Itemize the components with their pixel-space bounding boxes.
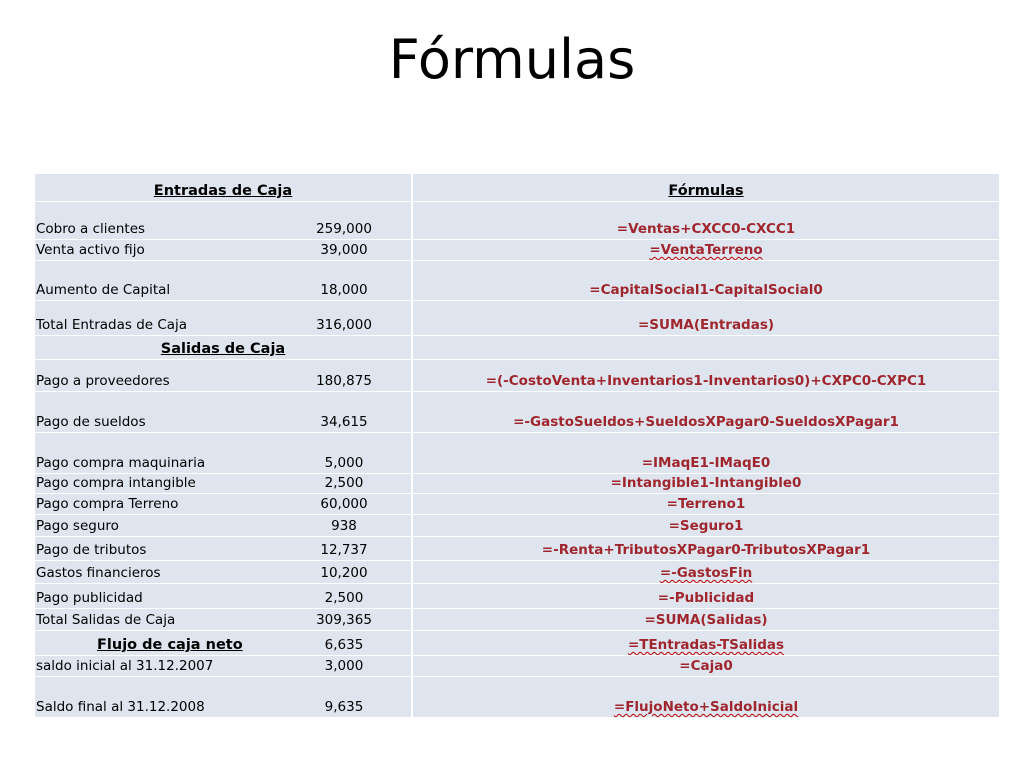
row-label: Pago de tributos xyxy=(36,542,147,558)
row-label: Flujo de caja neto xyxy=(97,637,243,653)
row-label: Pago publicidad xyxy=(36,590,143,606)
row-label: Gastos financieros xyxy=(36,565,161,581)
row-label: Pago a proveedores xyxy=(36,373,170,389)
formulas-header: Fórmulas xyxy=(668,183,744,199)
row-label: Pago de sueldos xyxy=(36,414,146,430)
row-value: 316,000 xyxy=(316,317,372,333)
table-row xyxy=(35,655,411,676)
table-row xyxy=(413,359,999,391)
row-label: Venta activo fijo xyxy=(36,242,145,258)
entradas-header-row xyxy=(35,173,411,201)
row-formula: =Seguro1 xyxy=(668,518,744,534)
row-value: 3,000 xyxy=(324,658,364,674)
table-row xyxy=(413,300,999,335)
table-row xyxy=(35,260,411,300)
row-formula: =SUMA(Salidas) xyxy=(644,612,768,628)
salidas-header: Salidas de Caja xyxy=(160,341,286,357)
row-formula: =IMaqE1-IMaqE0 xyxy=(641,455,771,471)
row-value: 2,500 xyxy=(324,590,364,606)
cash-flow-table xyxy=(35,173,999,717)
entradas-header: Entradas de Caja xyxy=(153,183,293,199)
row-value: 6,635 xyxy=(324,637,364,653)
row-label: saldo inicial al 31.12.2007 xyxy=(36,658,214,674)
table-row xyxy=(413,335,999,359)
row-value: 18,000 xyxy=(320,282,368,298)
table-row xyxy=(35,359,411,391)
table-row xyxy=(413,514,999,536)
table-row xyxy=(35,201,411,239)
table-row xyxy=(413,260,999,300)
table-row xyxy=(413,239,999,260)
row-label: Saldo final al 31.12.2008 xyxy=(36,699,205,715)
table-row xyxy=(35,493,411,514)
row-value: 309,365 xyxy=(316,612,372,628)
table-row xyxy=(35,676,411,717)
row-label: Cobro a clientes xyxy=(36,221,146,237)
table-row xyxy=(35,583,411,608)
row-formula: =VentaTerreno xyxy=(649,242,763,258)
row-formula: =CapitalSocial1-CapitalSocial0 xyxy=(589,282,823,298)
salidas-header-row xyxy=(35,335,411,359)
row-formula: =FlujoNeto+SaldoInicial xyxy=(613,699,799,715)
row-formula: =(-CostoVenta+Inventarios1-Inventarios0)+CXPC0-CXPC1 xyxy=(485,373,927,389)
table-row xyxy=(413,583,999,608)
formulas-column xyxy=(413,173,999,717)
row-value: 938 xyxy=(331,518,357,534)
row-value: 12,737 xyxy=(320,542,368,558)
slide-title: Fórmulas xyxy=(388,28,636,91)
row-value: 9,635 xyxy=(324,699,364,715)
row-label: Aumento de Capital xyxy=(36,282,171,298)
table-row xyxy=(35,514,411,536)
table-row xyxy=(35,473,411,493)
row-formula: =-Renta+TributosXPagar0-TributosXPagar1 xyxy=(541,542,871,558)
row-formula: =-GastoSueldos+SueldosXPagar0-SueldosXPagar1 xyxy=(513,414,899,430)
table-row xyxy=(35,432,411,473)
table-row xyxy=(413,473,999,493)
row-label: Pago compra Terreno xyxy=(36,496,179,512)
row-value: 10,200 xyxy=(320,565,368,581)
table-row xyxy=(413,536,999,560)
table-row xyxy=(413,201,999,239)
row-formula: =Caja0 xyxy=(679,658,733,674)
row-label: Total Salidas de Caja xyxy=(36,612,176,628)
row-formula: =TEntradas-TSalidas xyxy=(627,637,785,653)
table-row xyxy=(413,655,999,676)
row-label: Pago seguro xyxy=(36,518,119,534)
row-formula: =-Publicidad xyxy=(657,590,755,606)
row-value: 39,000 xyxy=(320,242,368,258)
cash-flow-items-column xyxy=(35,173,411,717)
table-row xyxy=(35,391,411,432)
table-row xyxy=(35,608,411,630)
table-row xyxy=(413,560,999,583)
table-row xyxy=(413,391,999,432)
row-value: 259,000 xyxy=(316,221,372,237)
table-row xyxy=(413,676,999,717)
row-value: 60,000 xyxy=(320,496,368,512)
table-row xyxy=(35,300,411,335)
row-label: Total Entradas de Caja xyxy=(36,317,188,333)
table-row xyxy=(413,493,999,514)
row-value: 34,615 xyxy=(320,414,368,430)
table-row xyxy=(35,536,411,560)
table-row xyxy=(413,608,999,630)
table-row xyxy=(413,432,999,473)
row-value: 2,500 xyxy=(324,475,364,491)
row-value: 5,000 xyxy=(324,455,364,471)
row-formula: =SUMA(Entradas) xyxy=(637,317,775,333)
row-label: Pago compra maquinaria xyxy=(36,455,206,471)
formulas-header-row xyxy=(413,173,999,201)
table-row xyxy=(35,630,411,655)
row-formula: =Intangible1-Intangible0 xyxy=(610,475,802,491)
table-row xyxy=(35,560,411,583)
row-formula: =-GastosFin xyxy=(659,565,753,581)
table-row xyxy=(35,239,411,260)
row-formula: =Ventas+CXCC0-CXCC1 xyxy=(616,221,796,237)
table-row xyxy=(413,630,999,655)
row-formula: =Terreno1 xyxy=(666,496,746,512)
row-label: Pago compra intangible xyxy=(36,475,196,491)
row-value: 180,875 xyxy=(316,373,372,389)
